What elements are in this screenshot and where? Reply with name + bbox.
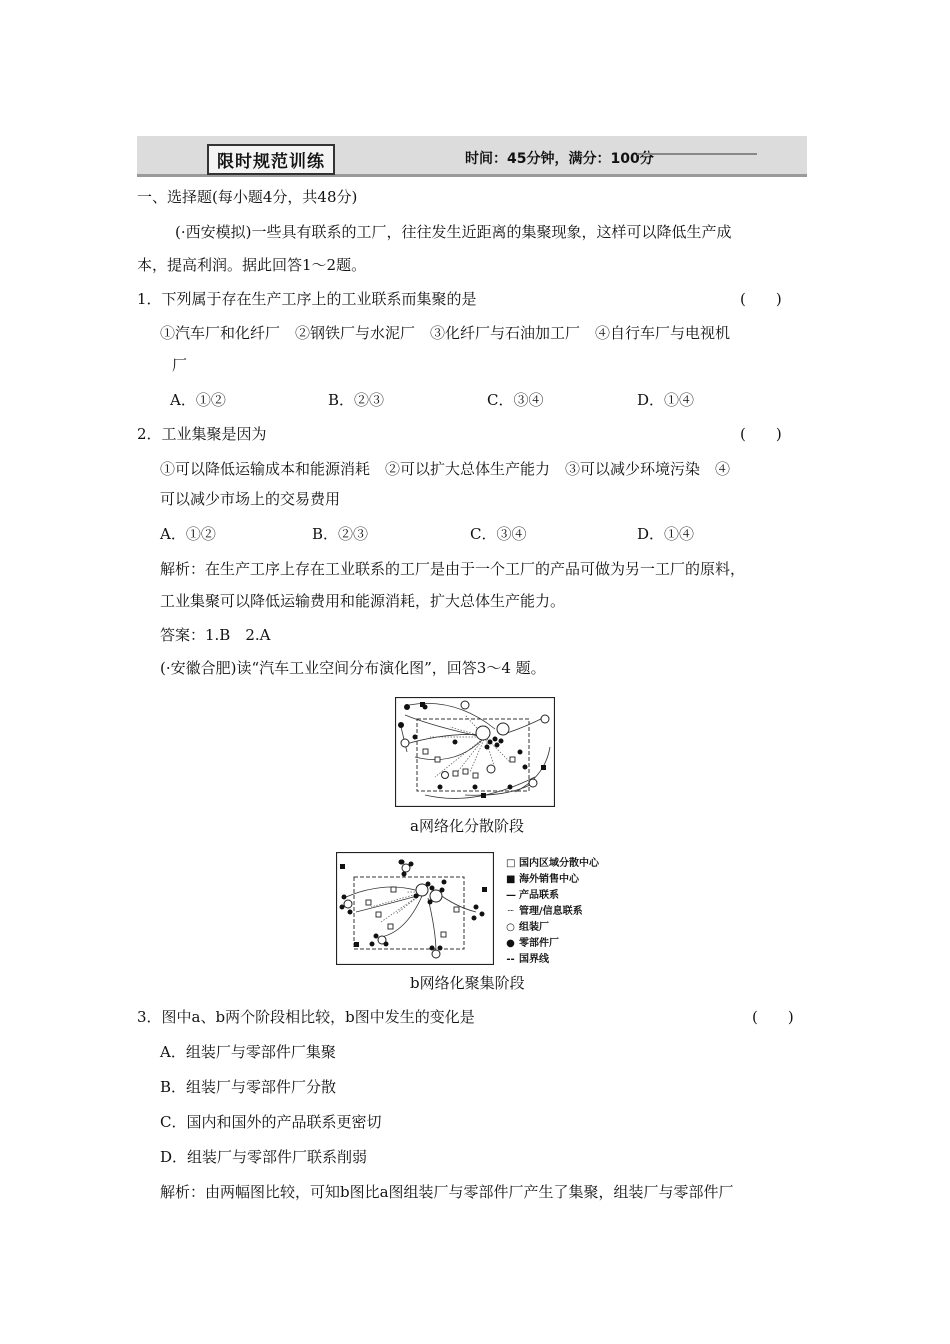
dotted-line-icon: ┈ bbox=[507, 906, 514, 917]
option: C．③④ bbox=[487, 391, 544, 409]
option: B．②③ bbox=[328, 391, 385, 409]
question-items: ①汽车厂和化纤厂 ②钢铁厂与水泥厂 ③化纤厂与石油加工厂 ④自行车厂与电视机 bbox=[160, 324, 731, 342]
legend-item: ■ 海外销售中心 bbox=[506, 872, 599, 888]
question-stem: 2．工业集聚是因为 bbox=[137, 425, 267, 443]
question-items: 可以减少市场上的交易费用 bbox=[160, 490, 341, 508]
option: D．①④ bbox=[637, 525, 695, 543]
option: B．②③ bbox=[312, 525, 369, 543]
legend-item: ┈ 管理/信息联系 bbox=[506, 904, 599, 920]
question-stem: 3．图中a、b两个阶段相比较，b图中发生的变化是 bbox=[137, 1008, 475, 1026]
solid-line-icon: — bbox=[506, 890, 516, 901]
option: A．①② bbox=[160, 525, 216, 543]
banner-time: 时间：45分钟，满分：100分 bbox=[465, 151, 654, 167]
option: A．组装厂与零部件厂集聚 bbox=[160, 1043, 336, 1061]
figure-a-caption: a网络化分散阶段 bbox=[410, 817, 524, 835]
question-stem: 1．下列属于存在生产工序上的工业联系而集聚的是 bbox=[137, 290, 477, 308]
option: C．国内和国外的产品联系更密切 bbox=[160, 1113, 382, 1131]
legend-item: -- 国界线 bbox=[506, 952, 599, 968]
option: D．①④ bbox=[637, 391, 695, 409]
answer-paren: ( ) bbox=[740, 290, 782, 308]
figure-b-legend bbox=[506, 856, 599, 968]
analysis: 解析：在生产工序上存在工业联系的工厂是由于一个工厂的产品可做为另一工厂的原料， bbox=[160, 560, 746, 578]
intro-line: 本，提高利润。据此回答1～2题。 bbox=[137, 256, 367, 274]
legend-item: □ 国内区域分散中心 bbox=[506, 856, 599, 872]
answer-paren: ( ) bbox=[752, 1008, 794, 1026]
analysis: 解析：由两幅图比较，可知b图比a图组装厂与零部件厂产生了集聚，组装厂与零部件厂 bbox=[160, 1183, 734, 1201]
banner-title: 限时规范训练 bbox=[207, 144, 335, 175]
banner-divider bbox=[637, 153, 757, 155]
analysis: 工业集聚可以降低运输费用和能源消耗，扩大总体生产能力。 bbox=[160, 592, 566, 610]
figure-b-caption: b网络化聚集阶段 bbox=[410, 974, 525, 992]
legend-item: ○ 组装厂 bbox=[506, 920, 599, 936]
question-items: ①可以降低运输成本和能源消耗 ②可以扩大总体生产能力 ③可以减少环境污染 ④ bbox=[160, 460, 731, 478]
figure-b-map bbox=[336, 852, 494, 965]
open-square-icon: □ bbox=[506, 858, 516, 869]
legend-item: ● 零部件厂 bbox=[506, 936, 599, 952]
option: B．组装厂与零部件厂分散 bbox=[160, 1078, 337, 1096]
header-banner bbox=[137, 136, 807, 177]
legend-item: — 产品联系 bbox=[506, 888, 599, 904]
open-circle-icon: ○ bbox=[506, 922, 515, 933]
option: D．组装厂与零部件厂联系削弱 bbox=[160, 1148, 368, 1166]
dashed-line-icon: -- bbox=[506, 954, 515, 965]
option: A．①② bbox=[170, 391, 226, 409]
question-items: 厂 bbox=[172, 356, 188, 374]
answer-paren: ( ) bbox=[740, 425, 782, 443]
filled-square-icon: ■ bbox=[506, 874, 516, 885]
section-heading: 一、选择题(每小题4分，共48分) bbox=[137, 188, 358, 206]
figure-a-map bbox=[395, 697, 555, 807]
intro-line: (·安徽合肥)读“汽车工业空间分布演化图”，回答3～4 题。 bbox=[160, 659, 546, 677]
intro-line: (·西安模拟)一些具有联系的工厂，往往发生近距离的集聚现象，这样可以降低生产成 bbox=[175, 223, 732, 241]
answer-key: 答案：1.B 2.A bbox=[160, 626, 271, 644]
filled-dot-icon: ● bbox=[506, 938, 515, 949]
option: C．③④ bbox=[470, 525, 527, 543]
